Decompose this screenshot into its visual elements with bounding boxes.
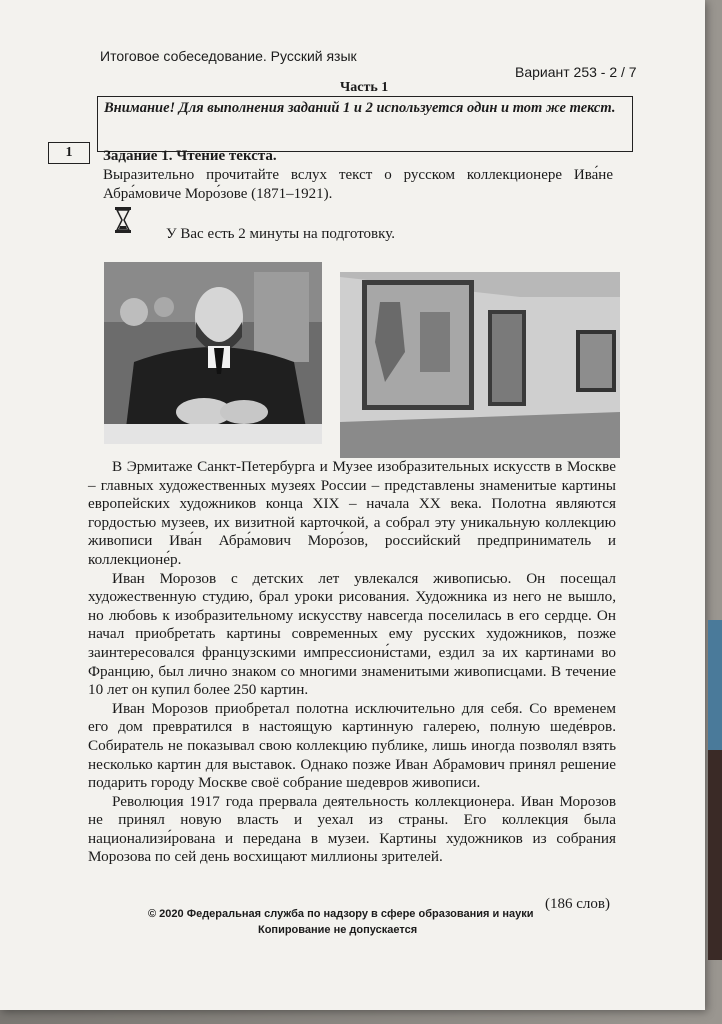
task-title: Задание 1. Чтение текста. bbox=[103, 148, 277, 164]
reading-text bbox=[88, 458, 616, 867]
attention-box: Внимание! Для выполнения заданий 1 и 2 используется один и тот же текст. bbox=[97, 96, 633, 152]
task-instruction: Выразительно прочитайте вслух текст о русском коллекционере Ива́не Абра́мовиче Моро́зове (1871–1921). bbox=[103, 167, 613, 202]
copy-notice-suffix: не допускается bbox=[333, 924, 418, 936]
exam-title: Итоговое собеседование. Русский язык bbox=[100, 48, 357, 64]
copyright-line: © 2020 Федеральная служба по надзору в сфере образования и науки bbox=[148, 908, 534, 920]
gallery-hall-photo bbox=[340, 272, 620, 458]
paragraph-2: Иван Морозов с детских лет увлекался живописью. Он посещал художественную студию, брал уроки рисования. Художника из него не вышло, но любовь к изобразительному искусству навсегда поселилась в его сердце. Он начал приобретать картины современных ему русских художников, позже заинтересовался французскими импрессиони́стами, ездил за их картинами во Францию, был лично знаком со многими знаменитыми живописцами. В течение 10 лет он купил более 250 картин. bbox=[88, 569, 616, 699]
copy-notice-prefix: Копирование bbox=[258, 924, 331, 936]
prep-time-note: У Вас есть 2 минуты на подготовку. bbox=[166, 226, 395, 242]
part-title: Часть 1 bbox=[340, 80, 389, 95]
variant-label: Вариант 253 - 2 / 7 bbox=[515, 64, 637, 80]
paragraph-4: Революция 1917 года прервала деятельность коллекционера. Иван Морозов не принял новую власть и уехал из страны. Его коллекция была национализи́рована и передана в музеи. Картины художников из собрания Морозова по сей день восхищают миллионы зрителей. bbox=[88, 792, 616, 866]
paragraph-3: Иван Морозов приобретал полотна исключительно для себя. Со временем его дом превратился в настоящую картинную галерею, полную шеде́вров. Собиратель не показывал свою коллекцию публике, лишь иногда позволял взять несколько картин для выставок. Однако позже Иван Абрамович принял решение подарить городу Москве своё собрание шедевров живописи. bbox=[88, 699, 616, 792]
word-count: (186 слов) bbox=[545, 896, 610, 912]
book-edge-dark bbox=[708, 750, 722, 960]
copy-notice bbox=[258, 924, 417, 936]
book-edge-blue bbox=[708, 620, 722, 750]
hourglass-icon bbox=[114, 206, 132, 234]
task-number-box: 1 bbox=[48, 142, 90, 164]
paragraph-1: В Эрмитаже Санкт-Петербурга и Музее изобразительных искусств в Москве – главных художественных музеях России – представлены знаменитые картины европейских художников конца XIX – начала XX века. Полотна являются гордостью музеев, их визитной карточкой, а собрал эту уникальную коллекцию живописи Ива́н Абра́мович Моро́зов, российский предприниматель и коллекционе́р. bbox=[88, 458, 616, 568]
portrait-photo bbox=[104, 262, 322, 444]
